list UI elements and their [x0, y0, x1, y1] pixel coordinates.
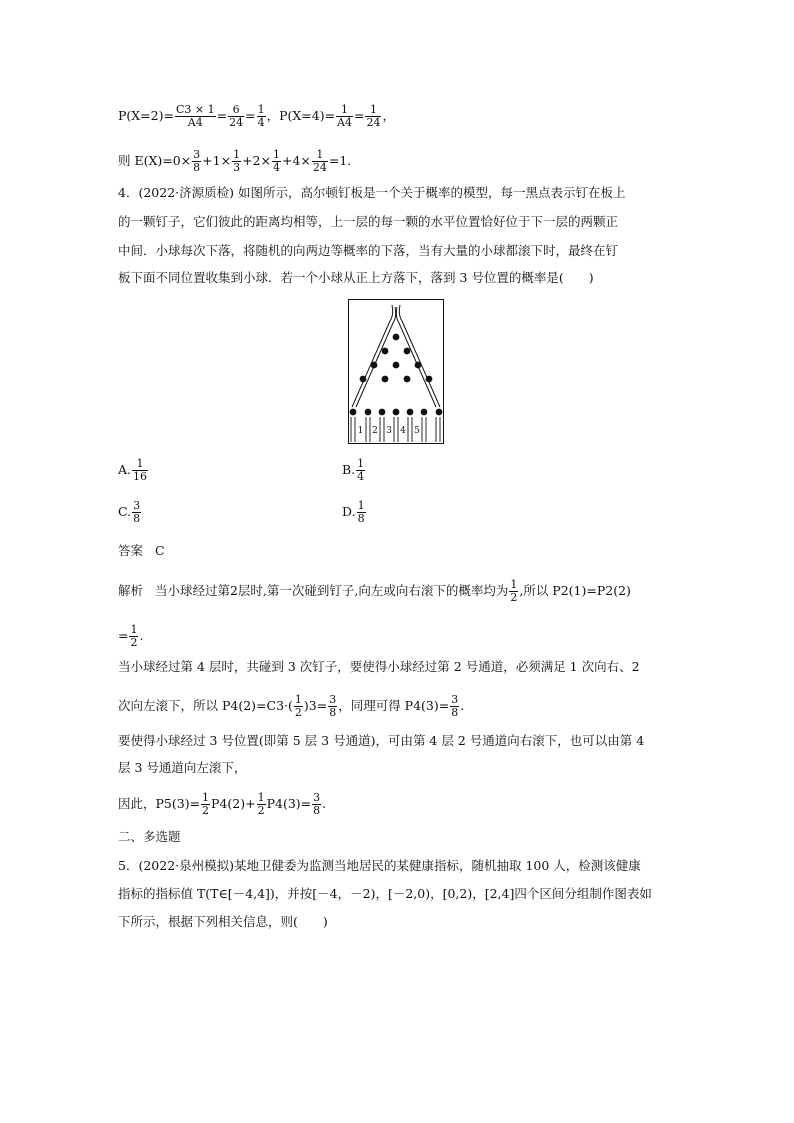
analysis-text: 次向左滚下，所以 P4(2)=C3·(: [118, 698, 293, 713]
expect-term: +4×: [281, 153, 311, 168]
analysis-text: .: [139, 628, 144, 643]
frac-den: A4: [187, 116, 203, 129]
frac-den: 8: [357, 512, 365, 525]
galton-board-figure: [348, 299, 444, 444]
analysis-line-5: 要使得小球经过 3 号位置(即第 5 层 3 号通道)，可由第 4 层 2 号通道向右滚下，也可以由第 4: [118, 733, 645, 748]
peg: [393, 334, 400, 341]
option-c[interactable]: [118, 500, 142, 525]
frac-num: 1: [294, 693, 302, 706]
expect-term: +1×: [202, 153, 232, 168]
frac-num: 1: [202, 791, 210, 804]
frac-num: 3: [193, 148, 201, 161]
analysis-line-3: 当小球经过第 4 层时，共碰到 3 次钉子，要使得小球经过第 2 号通道，必须满足 1 次向右、2: [118, 659, 640, 674]
p2-lhs: P(X=2)=: [118, 108, 174, 123]
option-frac: [132, 500, 141, 525]
frac-num: 6: [228, 104, 244, 117]
analysis-frac: [257, 792, 266, 817]
frac-den: 2: [294, 706, 302, 719]
analysis-text: P4(3)=: [266, 796, 312, 811]
frac-den: 2: [130, 636, 138, 649]
section-title: 二、多选题: [118, 829, 181, 844]
analysis-line-1: [118, 579, 631, 604]
q5-line-3: 下所示，根据下列相关信息，则( ): [118, 914, 328, 929]
p2-frac2: [228, 104, 244, 129]
frac-num: 1: [365, 104, 381, 117]
frac-den: A4: [337, 116, 352, 129]
slot-label: 2: [372, 426, 378, 436]
peg: [382, 348, 389, 355]
slot-label: 4: [400, 426, 406, 436]
option-letter: C.: [118, 504, 132, 519]
tail: ，: [382, 108, 395, 123]
analysis-line-7: [118, 792, 326, 817]
peg: [382, 376, 389, 383]
peg: [404, 348, 411, 355]
analysis-frac: [201, 792, 210, 817]
prev-expect-line: [118, 149, 351, 174]
expect-term: =1.: [328, 153, 352, 168]
analysis-frac: [509, 579, 518, 604]
option-letter: A.: [118, 462, 132, 477]
peg: [426, 376, 433, 383]
frac-num: 1: [257, 103, 265, 116]
frac-num: 3: [313, 791, 321, 804]
frac-den: 24: [312, 161, 327, 174]
analysis-line-2: [118, 624, 143, 649]
q4-line-3: 中间．小球每次下落，将随机的向两边等概率的下落，当有大量的小球都滚下时，最终在钉: [118, 243, 619, 258]
frac-num: 3: [329, 693, 337, 706]
analysis-text: =: [118, 628, 129, 643]
option-letter: B.: [342, 462, 356, 477]
expect-term: +2×: [242, 153, 271, 168]
option-b[interactable]: [342, 458, 366, 483]
funnel-left-wall: [352, 305, 393, 407]
frac-num: 1: [257, 791, 265, 804]
frac-num: 1: [510, 578, 518, 591]
expect-pre: 则 E(X)=0×: [118, 153, 192, 168]
p2-frac3: [257, 104, 266, 129]
analysis-text: )3=: [303, 698, 328, 713]
frac-num: 1: [233, 148, 241, 161]
analysis-label: 解析: [118, 583, 144, 598]
frac-den: 8: [313, 804, 321, 817]
option-frac: [356, 458, 365, 483]
peg: [365, 409, 372, 416]
q5-line-1: 5．(2022·泉州模拟)某地卫健委为监测当地居民的某健康指标，随机抽取 100 人，检测该健康: [118, 858, 641, 873]
frac-den: 24: [229, 116, 244, 129]
analysis-frac: [450, 694, 459, 719]
frac-num: 1: [130, 623, 138, 636]
p4-frac: [336, 104, 353, 129]
option-frac: [132, 458, 148, 483]
q5-line-2: 指标的指标值 T(T∈[－4,4])，并按[－4，－2)，[－2,0)，[0,2)，[2,4]四个区间分组制作图表如: [118, 886, 652, 901]
analysis-frac: [328, 694, 337, 719]
q4-line-1: 4．(2022·济源质检) 如图所示，高尔顿钉板是一个关于概率的模型，每一黑点表示钉在板上: [118, 185, 626, 200]
peg: [415, 362, 422, 369]
analysis-line-6: 层 3 号通道向左滚下，: [118, 760, 247, 775]
slot-label: 5: [414, 426, 420, 436]
analysis-text: .: [460, 698, 465, 713]
frac-den: 8: [329, 706, 337, 719]
peg: [393, 409, 400, 416]
q4-line-2: 的一颗钉子，它们彼此的距离均相等，上一层的每一颗的水平位置恰好位于下一层的两颗正: [118, 214, 619, 229]
frac-den: 2: [202, 804, 210, 817]
expect-frac-1: [192, 149, 201, 174]
board-frame: [349, 300, 444, 444]
expect-frac-2: [232, 149, 241, 174]
peg: [371, 362, 378, 369]
p4-frac2: [365, 104, 381, 129]
frac-den: 4: [272, 161, 280, 174]
frac-den: 4: [357, 470, 365, 483]
frac-den: 4: [257, 116, 265, 129]
analysis-text: .: [322, 796, 327, 811]
frac-num: 1: [357, 499, 365, 512]
frac-num: 1: [336, 104, 353, 117]
peg: [393, 362, 400, 369]
analysis-line-4: [118, 694, 464, 719]
analysis-text: ，同理可得 P4(3)=: [338, 698, 450, 713]
sep: ，: [266, 108, 280, 123]
peg: [421, 409, 428, 416]
p4-lhs: P(X=4)=: [279, 108, 336, 123]
frac-den: 8: [451, 706, 459, 719]
analysis-text: P4(2)+: [211, 796, 256, 811]
frac-den: 8: [133, 512, 141, 525]
frac-num: 1: [272, 148, 280, 161]
analysis-text: ,所以 P2(1)=P2(2): [519, 583, 631, 598]
option-d[interactable]: [342, 500, 367, 525]
peg: [360, 376, 367, 383]
peg: [407, 409, 414, 416]
answer-value: C: [154, 543, 165, 558]
frac-den: 2: [510, 591, 518, 604]
analysis-frac: [129, 624, 138, 649]
peg: [379, 409, 386, 416]
funnel-right-wall: [399, 305, 440, 407]
analysis-frac: [312, 792, 321, 817]
frac-num: 1: [132, 458, 148, 471]
analysis-text: 当小球经过第2层时,第一次碰到钉子,向左或向右滚下的概率均为: [154, 583, 509, 598]
frac-num: C3 × 1: [175, 103, 215, 116]
expect-frac-4: [312, 149, 328, 174]
expect-frac-3: [272, 149, 281, 174]
peg: [404, 376, 411, 383]
analysis-text: 因此，P5(3)=: [118, 796, 201, 811]
analysis-frac: [294, 694, 303, 719]
prev-calc-line: P(X=2)= $\frac{C3 \times 1}{A4}$ = $\frac{6}{24}$ = $\frac{1}{4}$ ，P(X=4)= $\frac{1}{A4}$ = $\frac{1}{24}$ ，: [118, 103, 395, 129]
option-letter: D.: [342, 504, 356, 519]
frac-num: 1: [312, 149, 328, 162]
frac-den: 3: [233, 161, 241, 174]
answer-label: 答案: [118, 543, 144, 558]
frac-num: 3: [133, 499, 141, 512]
frac-den: 8: [193, 161, 201, 174]
option-frac: [357, 500, 366, 525]
frac-num: 3: [451, 693, 459, 706]
frac-den: 2: [257, 804, 265, 817]
peg: [350, 409, 357, 416]
frac-den: 24: [366, 116, 381, 129]
slot-label: 3: [386, 426, 392, 436]
frac-den: 16: [133, 470, 148, 483]
frac-num: 1: [357, 457, 365, 470]
answer-line: [118, 543, 165, 559]
peg: [436, 409, 443, 416]
q4-line-4: 板下面不同位置收集到小球．若一个小球从正上方落下，落到 3 号位置的概率是( ): [118, 270, 594, 285]
slot-label: 1: [357, 426, 364, 436]
p2-frac: [175, 104, 216, 129]
option-a[interactable]: [118, 458, 149, 483]
